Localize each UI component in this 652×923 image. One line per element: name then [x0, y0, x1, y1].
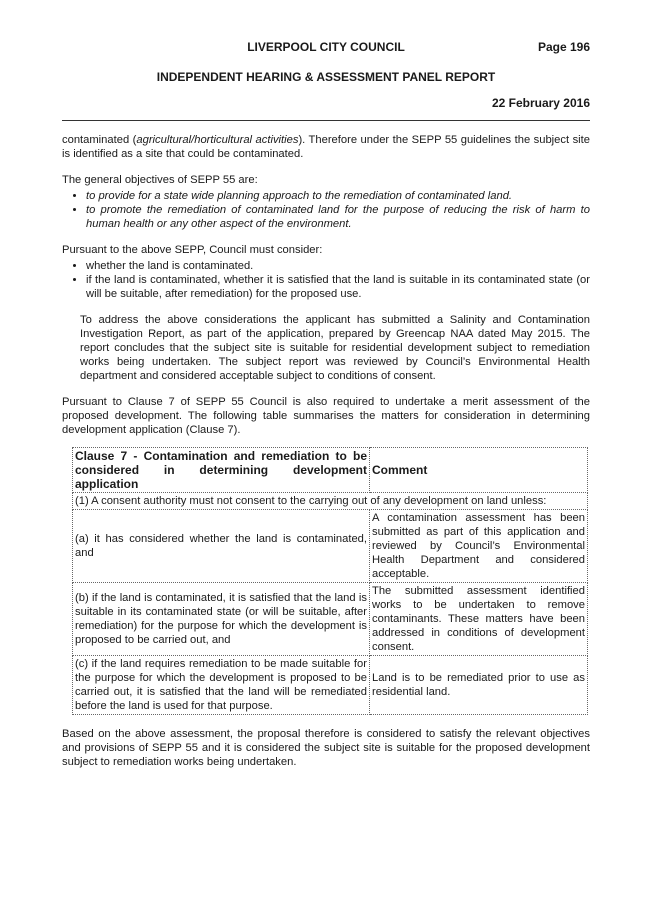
council-name: LIVERPOOL CITY COUNCIL	[247, 40, 405, 54]
consider-item: • if the land is contaminated, whether it is satisfied that the land is suitable in its contaminated state (or will be suitable, after remediation) for the proposed use.	[86, 273, 590, 301]
table-cell-clause: (c) if the land requires remediation to be made suitable for the purpose for which the development is proposed to be carried out, it is satisfied that the land will be remediated before the land is used for that purpose.	[73, 656, 370, 715]
header-rule	[62, 120, 590, 121]
applicant-paragraph: To address the above considerations the applicant has submitted a Salinity and Contamination Investigation Report, as part of the application, prepared by Greencap NAA dated May 2015. The report concludes that the subject site is suitable for residential development subject to remediation works being undertaken. The subject report was reviewed by Council’s Environmental Health department and considered acceptable subject to conditions of consent.	[80, 314, 590, 382]
table-cell-clause: (b) if the land is contaminated, it is satisfied that the land is suitable in its contaminated state (or will be suitable, after remediation) for the purpose for which the development is proposed to be carried out, and	[73, 583, 370, 656]
report-title: INDEPENDENT HEARING & ASSESSMENT PANEL REPORT	[156, 70, 496, 84]
report-date: 22 February 2016	[491, 96, 590, 110]
document-body	[62, 133, 590, 769]
objective-item: • to promote the remediation of contaminated land for the purpose of reducing the risk of harm to human health or any other aspect of the environment.	[86, 203, 590, 231]
table-header-comment: Comment	[370, 448, 588, 493]
table-row	[73, 656, 588, 715]
table-cell-comment: A contamination assessment has been submitted as part of this application and reviewed by Council’s Environmental Health Department and considered acceptable.	[370, 510, 588, 583]
conclusion-paragraph: Based on the above assessment, the proposal therefore is considered to satisfy the relevant objectives and provisions of SEPP 55 and it is considered the subject site is suitable for the proposed development subject to remediation works being undertaken.	[62, 728, 590, 768]
table-cell-comment: The submitted assessment identified works to be undertaken to remove contaminants. These matters have been addressed in conditions of development consent.	[370, 583, 588, 656]
table-cell-comment: Land is to be remediated prior to use as residential land.	[370, 656, 588, 715]
table-header-row	[73, 448, 588, 493]
intro-text-a: contaminated (	[62, 134, 137, 146]
objective-item: • to provide for a state wide planning approach to the remediation of contaminated land.	[86, 189, 590, 203]
intro-paragraph	[62, 133, 590, 161]
page-number: Page 196	[537, 40, 590, 54]
clause7-table	[72, 447, 588, 715]
clause-paragraph: Pursuant to Clause 7 of SEPP 55 Council is also required to undertake a merit assessment of the proposed development. The following table summarises the matters for consideration in determining development application (Clause 7).	[62, 396, 590, 436]
table-cell-clause: (a) it has considered whether the land is contaminated, and	[73, 510, 370, 583]
table-row	[73, 493, 588, 510]
consider-item: • whether the land is contaminated.	[86, 259, 590, 273]
table-row	[73, 510, 588, 583]
table-cell-clause-intro: (1) A consent authority must not consent to the carrying out of any development on land unless:	[73, 493, 588, 510]
objectives-list	[62, 189, 590, 231]
consider-intro: Pursuant to the above SEPP, Council must consider:	[62, 244, 323, 256]
objectives-intro: The general objectives of SEPP 55 are:	[62, 174, 258, 186]
intro-text-italic: agricultural/horticultural activities	[136, 134, 299, 146]
intro-text-c: ). Therefore under the SEPP 55 guidelines the subject site is identified as a site that could be contaminated.	[62, 134, 590, 160]
consider-list	[62, 259, 590, 301]
table-row	[73, 583, 588, 656]
table-header-clause: Clause 7 - Contamination and remediation to be considered in determining development application	[73, 448, 370, 493]
